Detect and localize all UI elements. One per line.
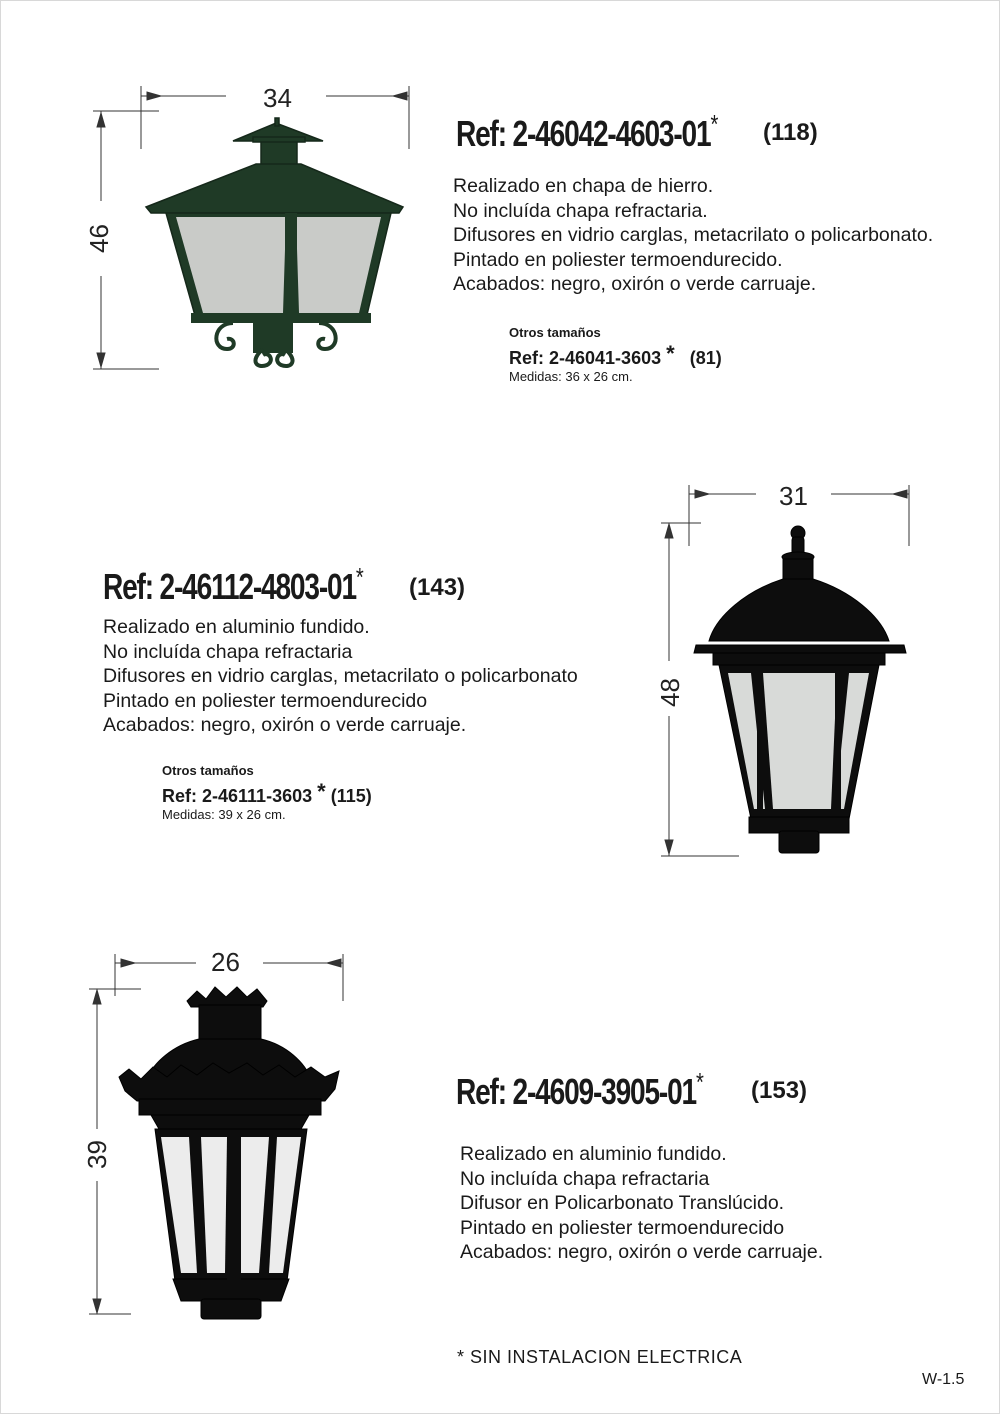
other-ref-code: Ref: 2-46041-3603: [509, 348, 662, 368]
description-line: Difusor en Policarbonato Translúcido.: [460, 1192, 785, 1214]
other-sizes: [162, 763, 372, 822]
asterisk: *: [696, 1067, 704, 1097]
measures: Medidas: 39 x 26 cm.: [162, 807, 286, 822]
description-line: Difusores en vidrio carglas, metacrilato o policarbonato: [103, 665, 578, 687]
product-price: (118): [763, 119, 818, 146]
description-line: No incluída chapa refractaria: [460, 1167, 710, 1190]
description-line: Acabados: negro, oxirón o verde carruaje.: [103, 714, 467, 736]
footer-note: * SIN INSTALACION ELECTRICA: [457, 1347, 743, 1367]
description-line: Realizado en aluminio fundido.: [460, 1143, 727, 1165]
asterisk: *: [317, 779, 326, 804]
description-line: Acabados: negro, oxirón o verde carruaje.: [460, 1241, 824, 1263]
product-price: (143): [409, 574, 466, 601]
asterisk: *: [710, 109, 719, 139]
product-ref-title: [103, 562, 437, 608]
other-price: (81): [689, 348, 722, 368]
ref-code: Ref: 2-46042-4603-01: [456, 113, 711, 154]
asterisk: *: [355, 562, 364, 592]
asterisk: *: [666, 341, 675, 366]
width-dimension: 34: [263, 83, 292, 113]
page-code: W-1.5: [922, 1371, 965, 1388]
product-price: (153): [751, 1077, 808, 1104]
description-line: Pintado en poliester termoendurecido: [103, 689, 428, 712]
height-dimension: 48: [654, 678, 685, 707]
ref-code: Ref: 2-46112-4803-01: [103, 566, 356, 607]
description-line: Realizado en aluminio fundido.: [103, 616, 370, 638]
other-sizes: [509, 325, 722, 384]
product-ref-title: [456, 1067, 774, 1113]
height-dimension: 39: [81, 1140, 112, 1169]
width-dimension: 26: [211, 947, 240, 977]
width-dimension: 31: [779, 481, 808, 511]
other-price: (115): [330, 786, 372, 806]
description-line: Realizado en chapa de hierro.: [453, 175, 714, 197]
height-dimension: 46: [83, 224, 114, 253]
product-description: [453, 174, 933, 297]
description-line: Acabados: negro, oxirón o verde carruaje.: [453, 273, 817, 295]
description-line: Pintado en poliester termoendurecido: [460, 1216, 785, 1239]
description-line: Difusores en vidrio carglas, metacrilato o policarbonato.: [453, 224, 934, 246]
description-line: Pintado en poliester termoendurecido.: [453, 248, 783, 271]
product-ref-title: [456, 109, 792, 155]
product-description: [103, 615, 578, 738]
other-ref-code: Ref: 2-46111-3603: [162, 786, 313, 806]
ref-code: Ref: 2-4609-3905-01: [456, 1071, 697, 1112]
product-description: [460, 1142, 823, 1265]
other-sizes-label: Otros tamaños: [509, 325, 601, 340]
description-line: No incluída chapa refractaria: [103, 640, 353, 663]
other-sizes-label: Otros tamaños: [162, 763, 254, 778]
measures: Medidas: 36 x 26 cm.: [509, 369, 633, 384]
description-line: No incluída chapa refractaria.: [453, 199, 708, 222]
